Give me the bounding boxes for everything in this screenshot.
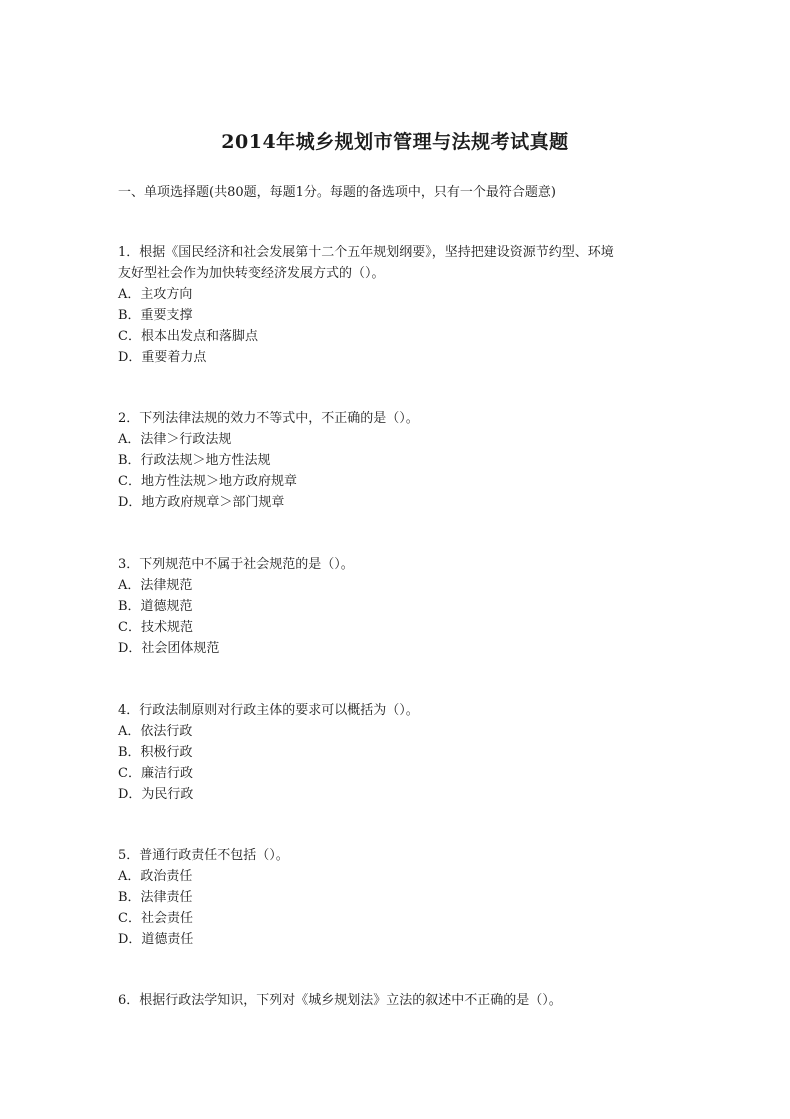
option-b: B．行政法规＞地方性法规 xyxy=(118,453,271,468)
option-d: D．重要着力点 xyxy=(118,350,207,365)
option-c: C．廉洁行政 xyxy=(118,766,193,781)
option-a: A．政治责任 xyxy=(118,869,193,884)
question-4 xyxy=(118,700,678,805)
option-b: B．积极行政 xyxy=(118,745,193,760)
option-c: C．社会责任 xyxy=(118,911,193,926)
question-stem: 6．根据行政法学知识，下列对《城乡规划法》立法的叙述中不正确的是（）。 xyxy=(118,993,562,1008)
question-2 xyxy=(118,408,678,513)
question-stem: 5．普通行政责任不包括（）。 xyxy=(118,848,289,863)
option-a: A．法律规范 xyxy=(118,578,193,593)
option-b: B．重要支撑 xyxy=(118,308,193,323)
question-6 xyxy=(118,990,678,1011)
option-d: D．为民行政 xyxy=(118,787,194,802)
question-stem-continued: 友好型社会作为加快转变经济发展方式的（）。 xyxy=(118,266,385,281)
option-a: A．依法行政 xyxy=(118,724,193,739)
option-a: A．法律＞行政法规 xyxy=(118,432,232,447)
option-a: A．主攻方向 xyxy=(118,287,193,302)
document-title: 2014年城乡规划市管理与法规考试真题 xyxy=(221,131,569,153)
question-stem: 3．下列规范中不属于社会规范的是（）。 xyxy=(118,557,354,572)
option-d: D．地方政府规章＞部门规章 xyxy=(118,495,285,510)
question-3 xyxy=(118,554,678,659)
question-stem: 1．根据《国民经济和社会发展第十二个五年规划纲要》，坚持把建设资源节约型、环境 xyxy=(118,245,614,260)
option-c: C．地方性法规＞地方政府规章 xyxy=(118,474,297,489)
option-d: D．道德责任 xyxy=(118,932,194,947)
section-heading: 一、单项选择题(共80题，每题1分。每题的备选项中，只有一个最符合题意) xyxy=(118,185,556,200)
option-c: C．技术规范 xyxy=(118,620,193,635)
question-stem: 4．行政法制原则对行政主体的要求可以概括为（）。 xyxy=(118,703,419,718)
question-5 xyxy=(118,845,678,950)
option-c: C．根本出发点和落脚点 xyxy=(118,329,258,344)
question-1 xyxy=(118,242,678,368)
option-d: D．社会团体规范 xyxy=(118,641,220,656)
option-b: B．道德规范 xyxy=(118,599,193,614)
question-stem: 2．下列法律法规的效力不等式中，不正确的是（）。 xyxy=(118,411,419,426)
option-b: B．法律责任 xyxy=(118,890,193,905)
